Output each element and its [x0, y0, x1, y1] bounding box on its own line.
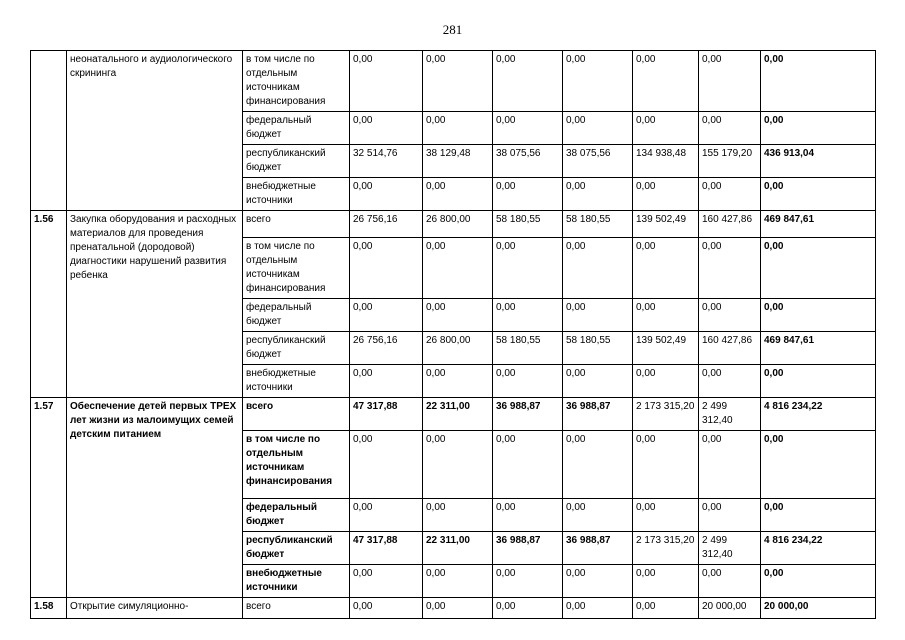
year-value-cell: 38 129,48 [423, 145, 493, 178]
year-value-cell: 26 800,00 [423, 211, 493, 238]
year-value-cell: 0,00 [493, 598, 563, 619]
total-value-cell: 0,00 [761, 499, 876, 532]
year-value-cell: 0,00 [350, 499, 423, 532]
year-value-cell: 134 938,48 [633, 145, 699, 178]
year-value-cell: 26 756,16 [350, 332, 423, 365]
total-value-cell: 0,00 [761, 51, 876, 112]
year-value-cell: 47 317,88 [350, 398, 423, 431]
funding-source-label: в том числе по отдельным источникам финансирования [243, 431, 350, 499]
year-value-cell: 0,00 [563, 431, 633, 499]
year-value-cell: 139 502,49 [633, 332, 699, 365]
funding-source-label: республиканский бюджет [243, 332, 350, 365]
year-value-cell: 0,00 [350, 238, 423, 299]
year-value-cell: 20 000,00 [699, 598, 761, 619]
year-value-cell: 139 502,49 [633, 211, 699, 238]
year-value-cell: 0,00 [563, 565, 633, 598]
funding-source-label: федеральный бюджет [243, 112, 350, 145]
funding-source-label: всего [243, 211, 350, 238]
funding-source-label: всего [243, 598, 350, 619]
funding-source-label: внебюджетные источники [243, 565, 350, 598]
year-value-cell: 160 427,86 [699, 211, 761, 238]
total-value-cell: 0,00 [761, 238, 876, 299]
funding-source-label: республиканский бюджет [243, 532, 350, 565]
year-value-cell: 38 075,56 [493, 145, 563, 178]
year-value-cell: 0,00 [423, 299, 493, 332]
year-value-cell: 26 756,16 [350, 211, 423, 238]
year-value-cell: 0,00 [633, 112, 699, 145]
year-value-cell: 0,00 [423, 365, 493, 398]
year-value-cell: 0,00 [493, 565, 563, 598]
year-value-cell: 0,00 [633, 431, 699, 499]
row-number [31, 51, 67, 211]
year-value-cell: 0,00 [699, 565, 761, 598]
total-value-cell: 469 847,61 [761, 332, 876, 365]
activity-name: Открытие симуляционно- [67, 598, 243, 619]
year-value-cell: 155 179,20 [699, 145, 761, 178]
year-value-cell: 58 180,55 [563, 211, 633, 238]
year-value-cell: 0,00 [493, 178, 563, 211]
year-value-cell: 0,00 [633, 51, 699, 112]
year-value-cell: 0,00 [423, 499, 493, 532]
year-value-cell: 0,00 [563, 238, 633, 299]
year-value-cell: 0,00 [350, 565, 423, 598]
total-value-cell: 0,00 [761, 112, 876, 145]
year-value-cell: 58 180,55 [493, 211, 563, 238]
year-value-cell: 0,00 [699, 299, 761, 332]
year-value-cell: 0,00 [423, 565, 493, 598]
year-value-cell: 2 499 312,40 [699, 398, 761, 431]
year-value-cell: 0,00 [423, 598, 493, 619]
year-value-cell: 0,00 [563, 365, 633, 398]
funding-source-label: всего [243, 398, 350, 431]
year-value-cell: 0,00 [350, 299, 423, 332]
year-value-cell: 0,00 [563, 299, 633, 332]
year-value-cell: 0,00 [699, 112, 761, 145]
year-value-cell: 0,00 [563, 598, 633, 619]
year-value-cell: 0,00 [633, 365, 699, 398]
page-number: 281 [442, 22, 463, 37]
row-number: 1.58 [31, 598, 67, 619]
year-value-cell: 2 499 312,40 [699, 532, 761, 565]
budget-table [30, 50, 876, 619]
year-value-cell: 0,00 [350, 365, 423, 398]
total-value-cell: 20 000,00 [761, 598, 876, 619]
funding-source-label: внебюджетные источники [243, 365, 350, 398]
year-value-cell: 36 988,87 [493, 532, 563, 565]
year-value-cell: 2 173 315,20 [633, 532, 699, 565]
year-value-cell: 0,00 [633, 499, 699, 532]
year-value-cell: 0,00 [423, 238, 493, 299]
funding-source-label: федеральный бюджет [243, 499, 350, 532]
funding-source-label: республиканский бюджет [243, 145, 350, 178]
table-row [31, 211, 876, 238]
year-value-cell: 47 317,88 [350, 532, 423, 565]
total-value-cell: 4 816 234,22 [761, 398, 876, 431]
year-value-cell: 0,00 [350, 431, 423, 499]
funding-source-label: в том числе по отдельным источникам финансирования [243, 51, 350, 112]
funding-source-label: внебюджетные источники [243, 178, 350, 211]
total-value-cell: 469 847,61 [761, 211, 876, 238]
year-value-cell: 0,00 [350, 178, 423, 211]
year-value-cell: 0,00 [633, 598, 699, 619]
year-value-cell: 0,00 [493, 499, 563, 532]
year-value-cell: 0,00 [563, 178, 633, 211]
year-value-cell: 0,00 [493, 112, 563, 145]
year-value-cell: 0,00 [350, 112, 423, 145]
year-value-cell: 0,00 [699, 499, 761, 532]
year-value-cell: 0,00 [423, 431, 493, 499]
total-value-cell: 0,00 [761, 299, 876, 332]
table-row [31, 598, 876, 619]
year-value-cell: 38 075,56 [563, 145, 633, 178]
year-value-cell: 0,00 [423, 112, 493, 145]
total-value-cell: 0,00 [761, 565, 876, 598]
funding-source-label: в том числе по отдельным источникам финансирования [243, 238, 350, 299]
total-value-cell: 0,00 [761, 431, 876, 499]
year-value-cell: 160 427,86 [699, 332, 761, 365]
year-value-cell: 0,00 [633, 299, 699, 332]
year-value-cell: 0,00 [493, 238, 563, 299]
year-value-cell: 36 988,87 [563, 398, 633, 431]
year-value-cell: 0,00 [423, 178, 493, 211]
year-value-cell: 36 988,87 [493, 398, 563, 431]
activity-name: Обеспечение детей первых ТРЕХ лет жизни из малоимущих семей детским питанием [67, 398, 243, 598]
year-value-cell: 2 173 315,20 [633, 398, 699, 431]
year-value-cell: 26 800,00 [423, 332, 493, 365]
year-value-cell: 0,00 [563, 112, 633, 145]
activity-name: неонатального и аудиологического скрининга [67, 51, 243, 211]
year-value-cell: 58 180,55 [563, 332, 633, 365]
year-value-cell: 0,00 [699, 238, 761, 299]
total-value-cell: 4 816 234,22 [761, 532, 876, 565]
year-value-cell: 0,00 [633, 178, 699, 211]
year-value-cell: 22 311,00 [423, 398, 493, 431]
year-value-cell: 0,00 [699, 51, 761, 112]
total-value-cell: 436 913,04 [761, 145, 876, 178]
year-value-cell: 0,00 [633, 565, 699, 598]
year-value-cell: 0,00 [423, 51, 493, 112]
year-value-cell: 58 180,55 [493, 332, 563, 365]
row-number: 1.57 [31, 398, 67, 598]
total-value-cell: 0,00 [761, 178, 876, 211]
year-value-cell: 0,00 [699, 178, 761, 211]
row-number: 1.56 [31, 211, 67, 398]
year-value-cell: 0,00 [699, 365, 761, 398]
funding-source-label: федеральный бюджет [243, 299, 350, 332]
table-row [31, 51, 876, 112]
year-value-cell: 32 514,76 [350, 145, 423, 178]
total-value-cell: 0,00 [761, 365, 876, 398]
year-value-cell: 36 988,87 [563, 532, 633, 565]
table-row [31, 398, 876, 431]
activity-name: Закупка оборудования и расходных материалов для проведения пренатальной (дородовой) диагностики нарушений развития ребенка [67, 211, 243, 398]
year-value-cell: 22 311,00 [423, 532, 493, 565]
year-value-cell: 0,00 [563, 499, 633, 532]
year-value-cell: 0,00 [493, 299, 563, 332]
year-value-cell: 0,00 [350, 598, 423, 619]
year-value-cell: 0,00 [350, 51, 423, 112]
year-value-cell: 0,00 [493, 51, 563, 112]
year-value-cell: 0,00 [699, 431, 761, 499]
year-value-cell: 0,00 [633, 238, 699, 299]
year-value-cell: 0,00 [493, 431, 563, 499]
year-value-cell: 0,00 [563, 51, 633, 112]
year-value-cell: 0,00 [493, 365, 563, 398]
